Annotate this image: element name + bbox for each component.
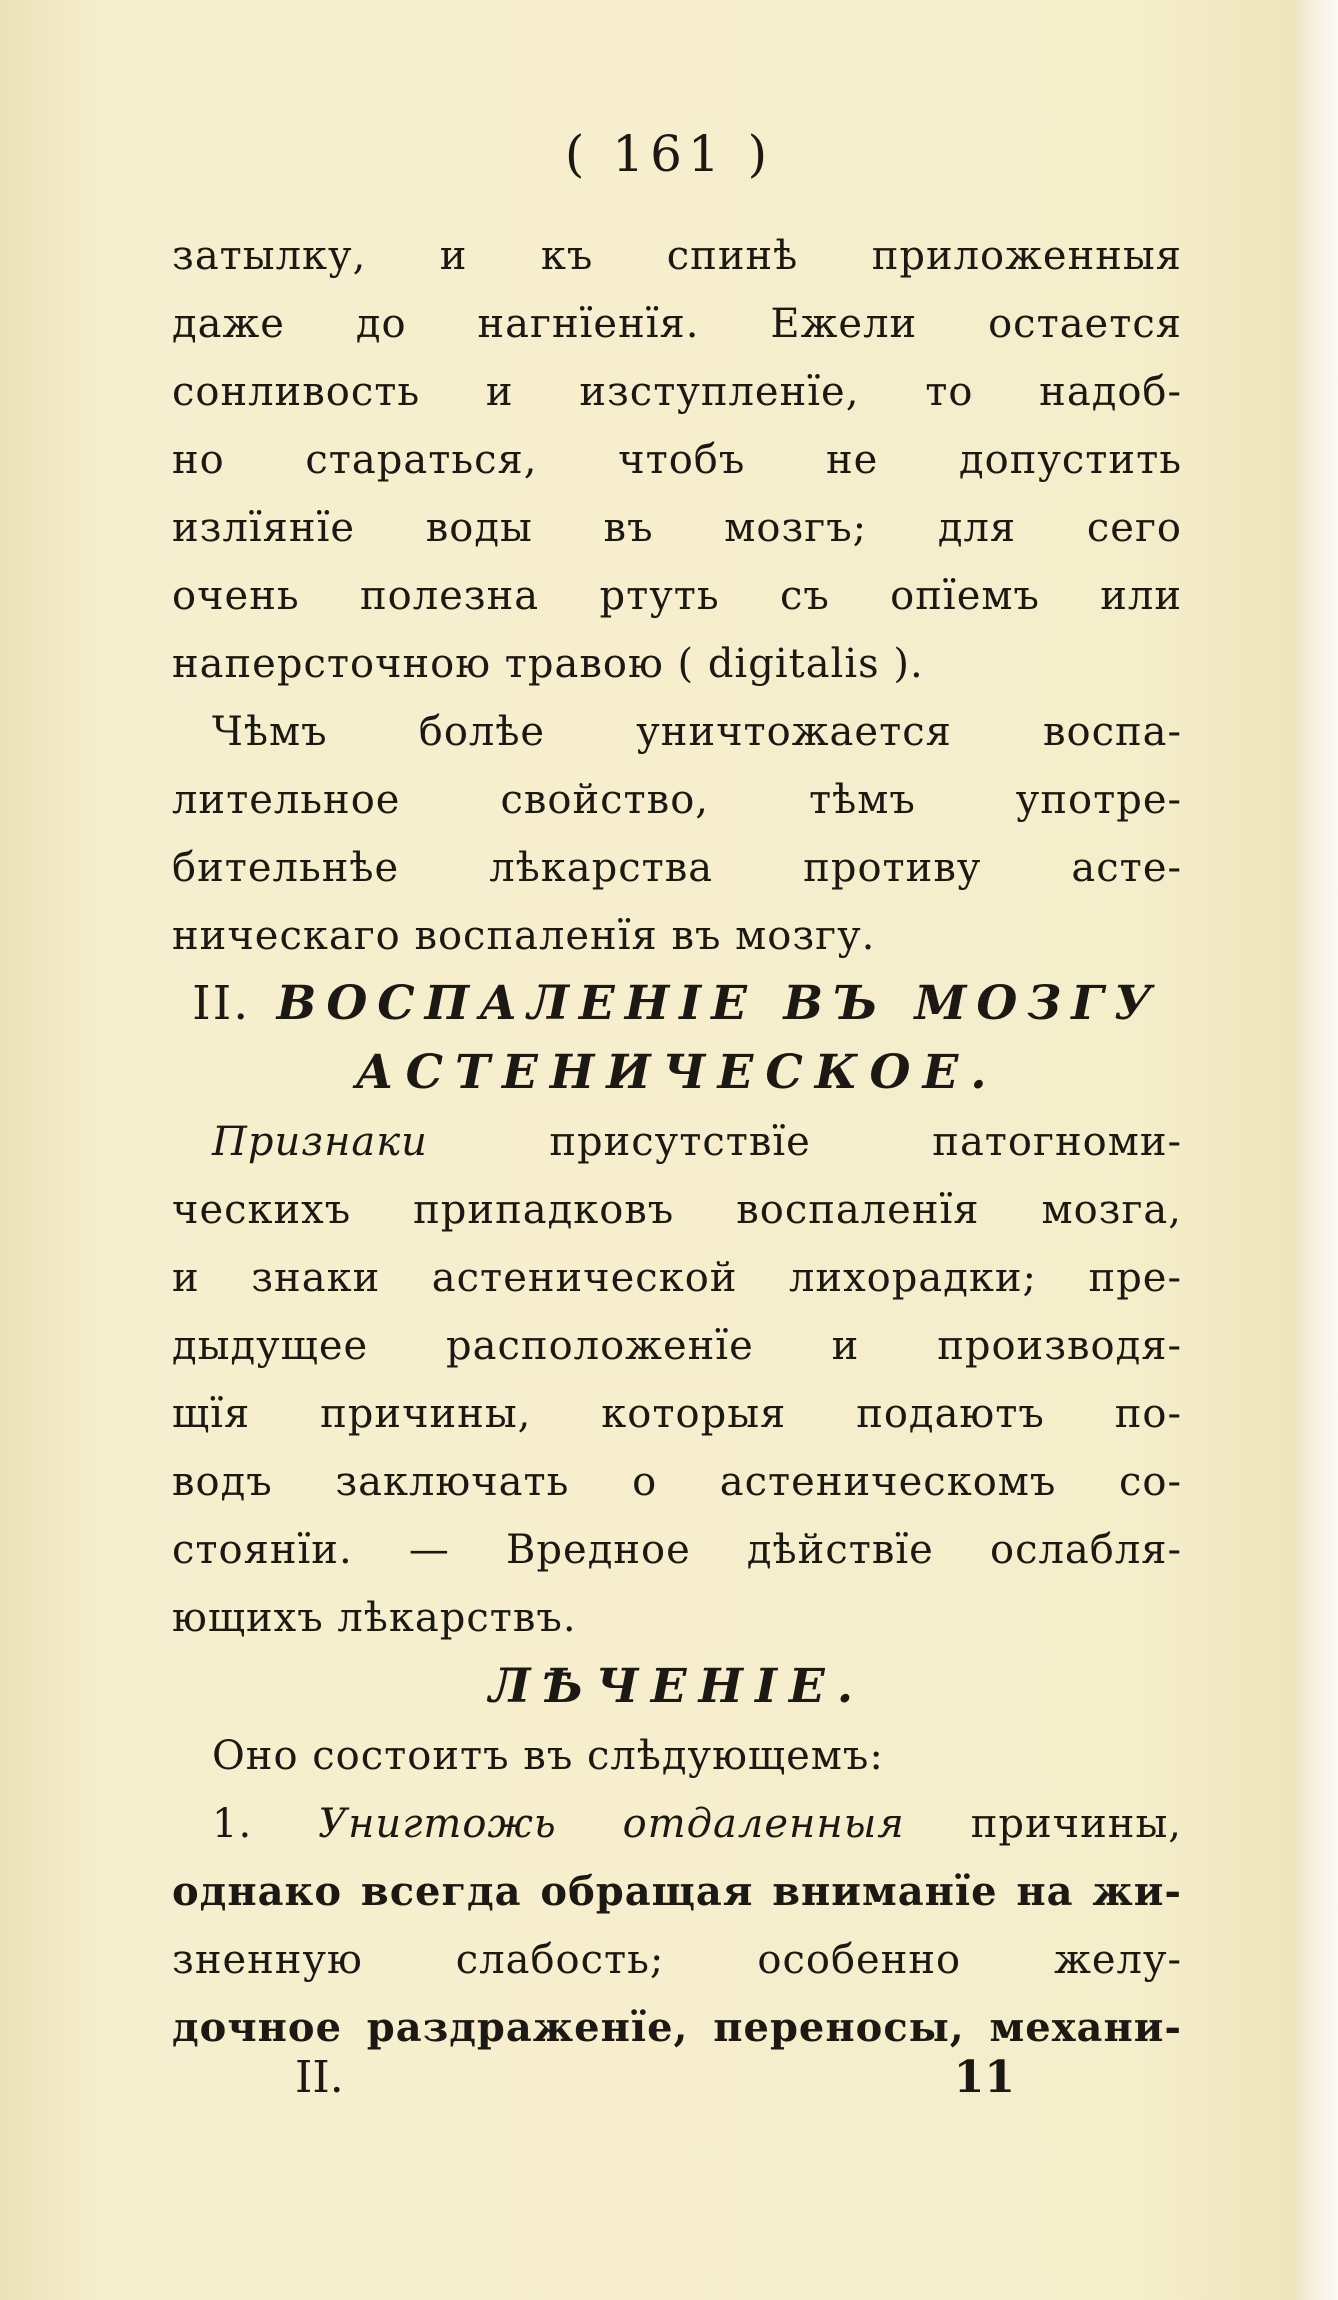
text-line: щїя причины, которыя подаютъ по- [172, 1391, 1182, 1437]
text-line: ческихъ припадковъ воспаленїя мозга, [172, 1187, 1182, 1233]
text-line: излїянїе воды въ мозгъ; для сего [172, 505, 1182, 551]
text-line: водъ заключать о астеническомъ со- [172, 1459, 1182, 1505]
page-text [172, 222, 1182, 2062]
paragraph-2 [172, 698, 1182, 970]
text-line: и знаки астенической лихорадки; пре- [172, 1255, 1182, 1301]
paragraph-1 [172, 222, 1182, 698]
volume-number: II. [295, 2052, 344, 2103]
text-line: стоянїи. — Вредное дѣйствїе ослабля- [172, 1527, 1182, 1573]
text-line: лительное свойство, тѣмъ употре- [172, 777, 1182, 823]
page-edge [1296, 0, 1338, 2300]
text-line: ющихъ лѣкарствъ. [172, 1595, 577, 1641]
section-heading [172, 970, 1182, 1038]
signs-paragraph [172, 1108, 1182, 1652]
item-lead: Унигтожь отдаленныя [318, 1801, 905, 1847]
item-first-line: причины, [904, 1801, 1182, 1847]
signs-first-line: присутствїе патогноми- [427, 1119, 1182, 1165]
signs-lead: Признаки [212, 1119, 428, 1165]
item-1 [172, 1790, 1182, 2062]
text-line: дочное раздраженїе, переносы, механи- [172, 2004, 1182, 2051]
text-line: Чѣмъ болѣе уничтожается воспа- [212, 709, 1182, 755]
text-line: однако всегда обращая вниманїе на жи- [172, 1868, 1182, 1915]
section-title-line-2: АСТЕНИЧЕСКОЕ. [355, 1045, 999, 1100]
text-line: даже до нагнїенїя. Ежели остается [172, 301, 1182, 347]
section-number: II. [192, 976, 251, 1031]
section-title-line-1: ВОСПАЛЕНІЕ ВЪ МОЗГУ [276, 976, 1162, 1031]
treatment-intro: Оно состоитъ въ слѣдующемъ: [212, 1733, 884, 1779]
text-line: наперсточною травою ( digitalis ). [172, 641, 924, 687]
page-number: ( 161 ) [564, 125, 774, 183]
text-line [172, 1108, 1182, 1176]
signature-mark: 11 [953, 2052, 1015, 2103]
item-number: 1. [212, 1801, 253, 1847]
text-line: сонливость и изступленїе, то надоб- [172, 369, 1182, 415]
treatment-heading: ЛѢЧЕНІЕ. [488, 1659, 866, 1714]
text-line: ническаго воспаленїя въ мозгу. [172, 913, 876, 959]
text-line [172, 1790, 1182, 1858]
page-footer [295, 2052, 1015, 2103]
text-line: затылку, и къ спинѣ приложенныя [172, 233, 1182, 279]
text-line: очень полезна ртуть съ опїемъ или [172, 573, 1182, 619]
text-line: дыдущее расположенїе и производя- [172, 1323, 1182, 1369]
text-line: бительнѣе лѣкарства противу асте- [172, 845, 1182, 891]
text-line: зненную слабость; особенно желу- [172, 1937, 1182, 1983]
text-line: но стараться, чтобъ не допустить [172, 437, 1182, 483]
